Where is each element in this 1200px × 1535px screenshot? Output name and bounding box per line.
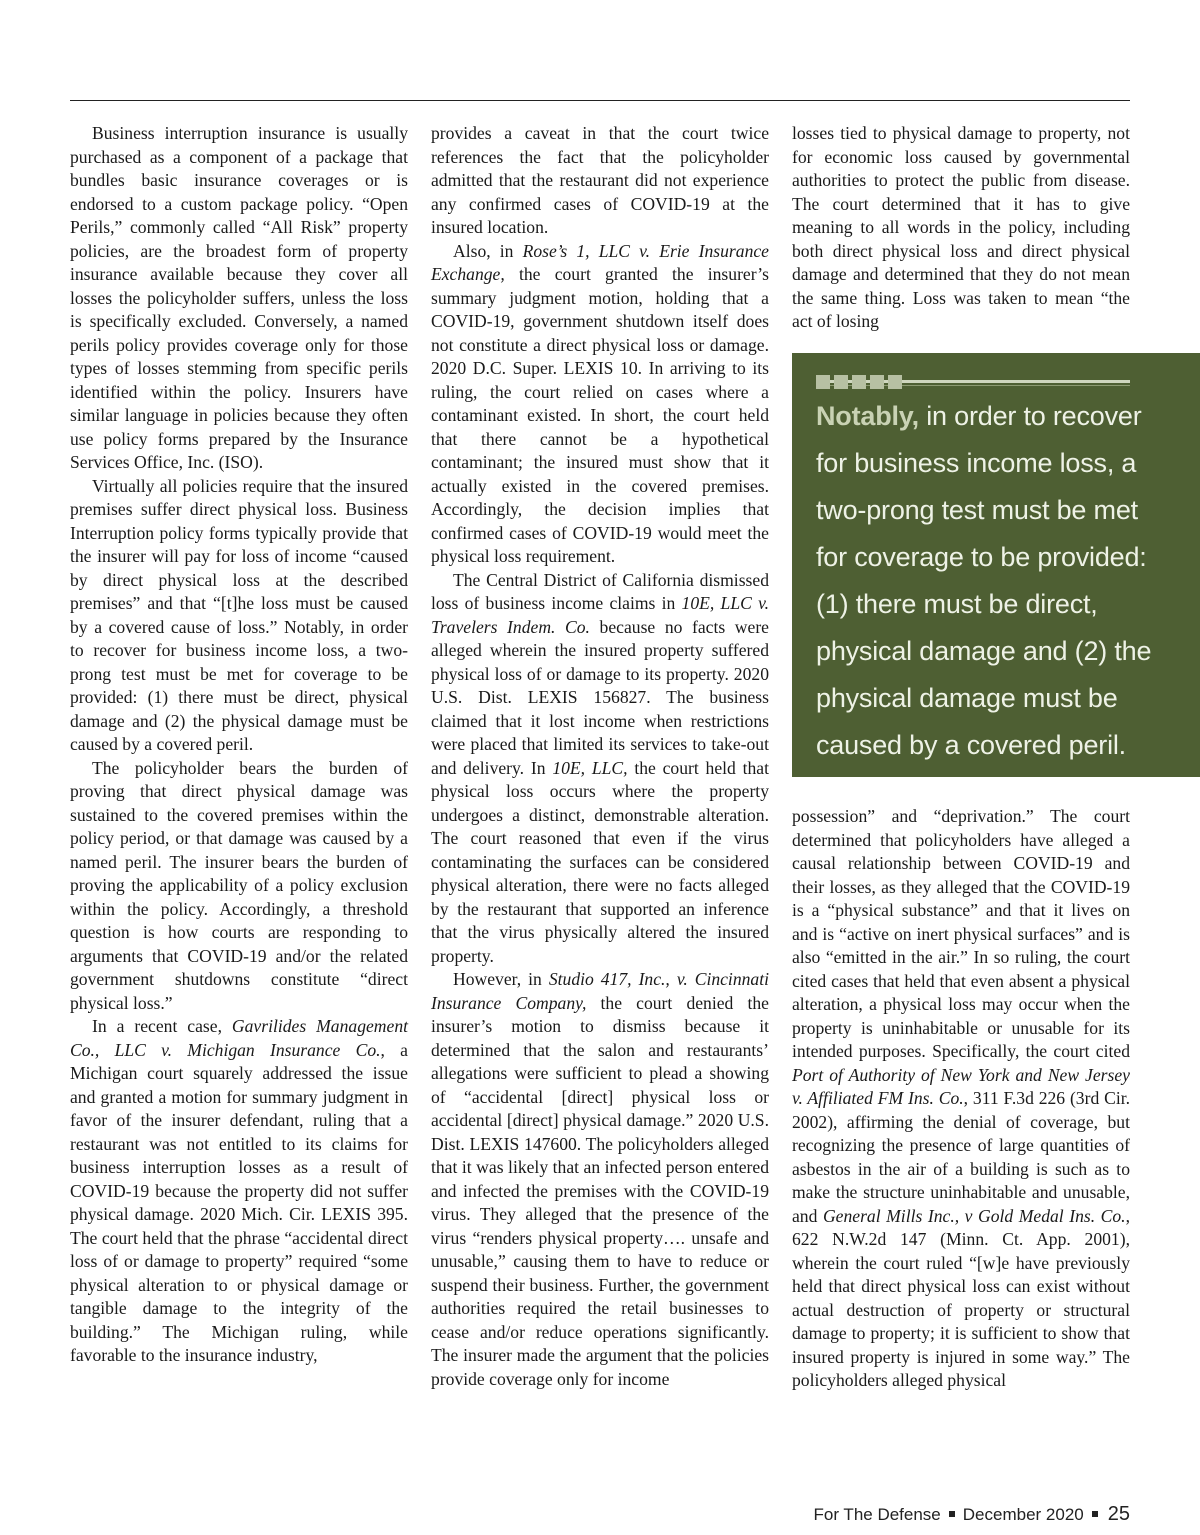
paragraph (431, 569, 769, 969)
paragraph-text: Business interruption insurance is usually purchased as a component of a package that bundles basic insurance coverages or is endorsed to a custom package policy. “Open Perils,” commonly called “All Risk” property policies, are the broadest form of property insurance available because they cover all losses the policyholder suffers, unless the loss is specifically excluded. Conversely, a named perils policy provides coverage only for those types of losses stemming from specific perils identified within the policy. Insurers have similar language in policies because they often use policy forms prepared by the Insurance Services Office, Inc. (ISO). (70, 123, 408, 472)
paragraph-text: losses tied to physical damage to property, not for economic loss caused by governmental authorities to protect the public from disease. The court determined that it has to give meaning to all words in the policy, including both direct physical loss and direct physical damage and determined that they do not mean the same thing. Loss was taken to mean “the act of losing (792, 123, 1130, 331)
case-citation: General Mills Inc., v Gold Medal Ins. Co. (822, 1205, 1126, 1226)
separator-square (1092, 1511, 1098, 1517)
paragraph (70, 757, 408, 1016)
paragraph-text: , 622 N.W.2d 147 (Minn. Ct. App. 2001), wherein the court ruled “[w]e have previously held that direct physical loss can exist without actual destruction of property or structural damage to property; it is sufficient to show that insured property is injured in some way.” The policyholders alleged physical (792, 1205, 1130, 1390)
case-citation: Studio 417, Inc., v. Cincinnati Insurance Company, (431, 969, 769, 1013)
paragraph (792, 122, 1130, 334)
publication-name: For The Defense (813, 1505, 941, 1524)
paragraph-text: In a recent case, (92, 1016, 232, 1036)
paragraph (70, 475, 408, 757)
case-citation: Rose’s 1, LLC v. Erie Insurance Exchange, (431, 240, 769, 284)
page-number: 25 (1107, 1503, 1130, 1525)
paragraph (70, 1015, 408, 1368)
article-column-1 (70, 122, 408, 1368)
pull-quote-text (816, 393, 1176, 769)
paragraph-text: provides a caveat in that the court twice references the fact that the policyholder admitted that the restaurant did not experience any confirmed cases of COVID-19 at the insured location. (431, 123, 769, 237)
paragraph (431, 122, 769, 240)
case-citation: 10E, LLC v. Travelers Indem. Co. (431, 593, 769, 637)
page-footer (814, 1503, 1130, 1526)
paragraph (431, 240, 769, 569)
article-column-2 (431, 122, 769, 1391)
issue-date: December 2020 (962, 1505, 1084, 1524)
case-citation: 10E, LLC, (552, 757, 628, 778)
paragraph-text: , 311 F.3d 226 (3rd Cir. 2002), affirming the denial of coverage, but recognizing the presence of large quantities of asbestos in the air of a building is such as to make the structure uninhabitable and unusable, and (792, 1088, 1131, 1226)
case-citation: Gavrilides Management Co., LLC v. Michigan Insurance Co. (70, 1016, 409, 1060)
paragraph (431, 968, 769, 1391)
paragraph-text: the court held that physical loss occurs where the property undergoes a distinct, demonstrable alteration. The court reasoned that even if the virus contaminating the surfaces can be considered physical alteration, there were no facts alleged by the restaurant that supported an inference that the virus physically altered the insured property. (431, 757, 769, 966)
paragraph-text: The Central District of California dismissed loss of business income claims in (431, 569, 769, 613)
paragraph-text: the court granted the insurer’s summary judgment motion, holding that a COVID-19, government shutdown itself does not constitute a direct physical loss or damage. 2020 D.C. Super. LEXIS 10. In arriving to its ruling, the court relied on cases where a contaminant existed. In short, the court held that there cannot be a hypothetical contaminant; the insured must show that it actually existed in the covered premises. Accordingly, the decision implies that confirmed cases of COVID-19 would meet the physical loss requirement. (431, 264, 769, 566)
paragraph-text: The policyholder bears the burden of proving that direct physical damage was sustained to the covered premises within the policy period, or that damage was caused by a named peril. The insurer bears the burden of proving the applicability of a policy exclusion within the policy. Accordingly, a threshold question is how courts are responding to arguments that COVID-19 and/or the related government shutdowns constitute “direct physical loss.” (70, 757, 408, 1013)
paragraph-text: , a Michigan court squarely addressed the issue and granted a motion for summary judgment in favor of the insurer defendant, ruling that a restaurant was not entitled to its claims for business interruption losses as a result of COVID-19 because the property did not suffer physical damage. 2020 Mich. Cir. LEXIS 395. The court held that the phrase “accidental direct loss of or damage to property” required “some physical alteration to or physical damage or tangible damage to the integrity of the building.” The Michigan ruling, while favorable to the insurance industry, (70, 1039, 408, 1365)
paragraph-text: Also, in (453, 240, 523, 261)
paragraph (792, 805, 1130, 1393)
top-rule (70, 100, 1130, 101)
paragraph-text: Virtually all policies require that the insured premises suffer direct physical loss. Business Interruption policy forms typically provide that the insurer will pay for loss of income “caused by direct physical loss at the described premises” and that “[t]he loss must be caused by a covered cause of loss.” Notably, in order to recover for business income loss, a two-prong test must be met for coverage to be provided: (1) there must be direct, physical damage and (2) the physical damage must be caused by a covered peril. (70, 475, 408, 754)
paragraph-text: because no facts were alleged wherein the insured property suffered physical loss of or damage to its property. 2020 U.S. Dist. LEXIS 156827. The business claimed that it lost income when restrictions were placed that limited its services to take-out and delivery. In (431, 616, 769, 778)
case-citation: Port of Authority of New York and New Jersey v. Affiliated FM Ins. Co. (792, 1064, 1130, 1108)
pull-quote-lead: Notably, (816, 401, 919, 431)
pull-quote-square-dots (816, 375, 902, 389)
paragraph (70, 122, 408, 475)
separator-square (949, 1511, 955, 1517)
article-column-3-bottom (792, 805, 1130, 1393)
paragraph-text: However, in (453, 969, 549, 989)
paragraph-text: the court denied the insurer’s motion to dismiss because it determined that the salon and restaurants’ allegations were sufficient to plead a showing of “accidental [direct] physical loss or accidental [direct] physical damage.” 2020 U.S. Dist. LEXIS 147600. The policyholders alleged that it was likely that an infected person entered and infected the premises with the COVID-19 virus. They alleged that the presence of the virus “renders physical property…. unsafe and unusable,” causing them to have to reduce or suspend their business. Further, the government authorities required the retail businesses to cease and/or reduce operations significantly. The insurer made the argument that the policies provide coverage only for income (431, 992, 769, 1389)
pull-quote (792, 353, 1200, 777)
article-column-3-top (792, 122, 1130, 334)
pull-quote-body: in order to recover for business income loss, a two-prong test must be met for coverage to be provided: (1) there must be direct, physical damage and (2) the physical damage must be caused by a covered peril. (816, 401, 1152, 760)
paragraph-text: possession” and “deprivation.” The court determined that policyholders have alleged a causal relationship between COVID-19 and their losses, as they alleged that the COVID-19 is a “physical substance” and that it lives on and is “active on inert physical surfaces” and is also “emitted in the air.” In so ruling, the court cited cases that held that even absent a physical alteration, a physical loss may occur when the property is uninhabitable or unusable for its intended purposes. Specifically, the court cited (792, 806, 1130, 1061)
